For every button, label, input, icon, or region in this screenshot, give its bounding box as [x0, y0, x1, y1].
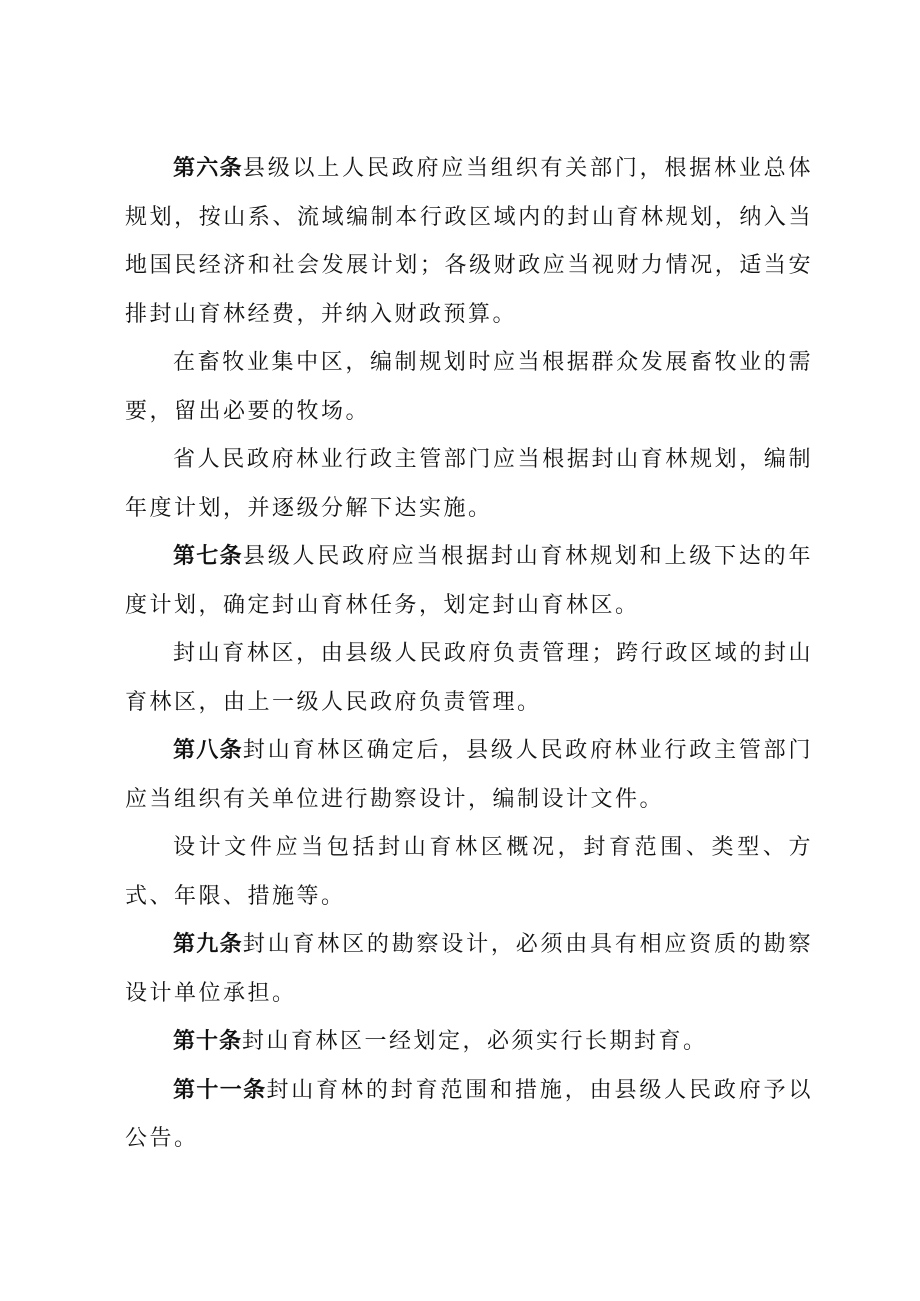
paragraph-text: 省人民政府林业行政主管部门应当根据封山育林规划，编制年度计划，并逐级分解下达实施。 — [125, 447, 813, 521]
paragraph-article-7-2 — [125, 630, 813, 727]
paragraph-text: 县级人民政府应当根据封山育林规划和上级下达的年度计划，确定封山育林任务，划定封山育林区。 — [125, 544, 813, 618]
paragraph-text: 封山育林区的勘察设计，必须由具有相应资质的勘察设计单位承担。 — [125, 932, 813, 1006]
article-number: 第十一条 — [173, 1077, 267, 1103]
paragraph-text: 县级以上人民政府应当组织有关部门，根据林业总体规划，按山系、流域编制本行政区域内的封山育林规划，纳入当地国民经济和社会发展计划；各级财政应当视财力情况，适当安排封山育林经费，并纳入财政预算。 — [125, 156, 813, 327]
paragraph-article-10 — [125, 1018, 813, 1067]
paragraph-text: 封山育林区，由县级人民政府负责管理；跨行政区域的封山育林区，由上一级人民政府负责管理。 — [125, 641, 813, 715]
paragraph-article-8-2 — [125, 824, 813, 921]
paragraph-article-6 — [125, 145, 813, 339]
article-number: 第九条 — [173, 932, 243, 957]
paragraph-text: 设计文件应当包括封山育林区概况，封育范围、类型、方式、年限、措施等。 — [125, 835, 813, 909]
paragraph-article-6-3 — [125, 436, 813, 533]
paragraph-text: 封山育林区确定后，县级人民政府林业行政主管部门应当组织有关单位进行勘察设计，编制设计文件。 — [125, 738, 813, 812]
paragraph-article-6-2 — [125, 339, 813, 436]
article-number: 第六条 — [173, 156, 243, 181]
paragraph-article-11 — [125, 1067, 813, 1164]
document-body — [125, 145, 813, 1164]
paragraph-article-9 — [125, 921, 813, 1018]
article-number: 第八条 — [173, 738, 243, 763]
article-number: 第十条 — [173, 1029, 243, 1054]
paragraph-text: 封山育林的封育范围和措施，由县级人民政府予以公告。 — [125, 1077, 813, 1151]
paragraph-article-8 — [125, 727, 813, 824]
paragraph-text: 封山育林区一经划定，必须实行长期封育。 — [242, 1029, 708, 1054]
paragraph-text: 在畜牧业集中区，编制规划时应当根据群众发展畜牧业的需要，留出必要的牧场。 — [125, 350, 813, 424]
article-number: 第七条 — [173, 544, 243, 569]
paragraph-article-7 — [125, 533, 813, 630]
